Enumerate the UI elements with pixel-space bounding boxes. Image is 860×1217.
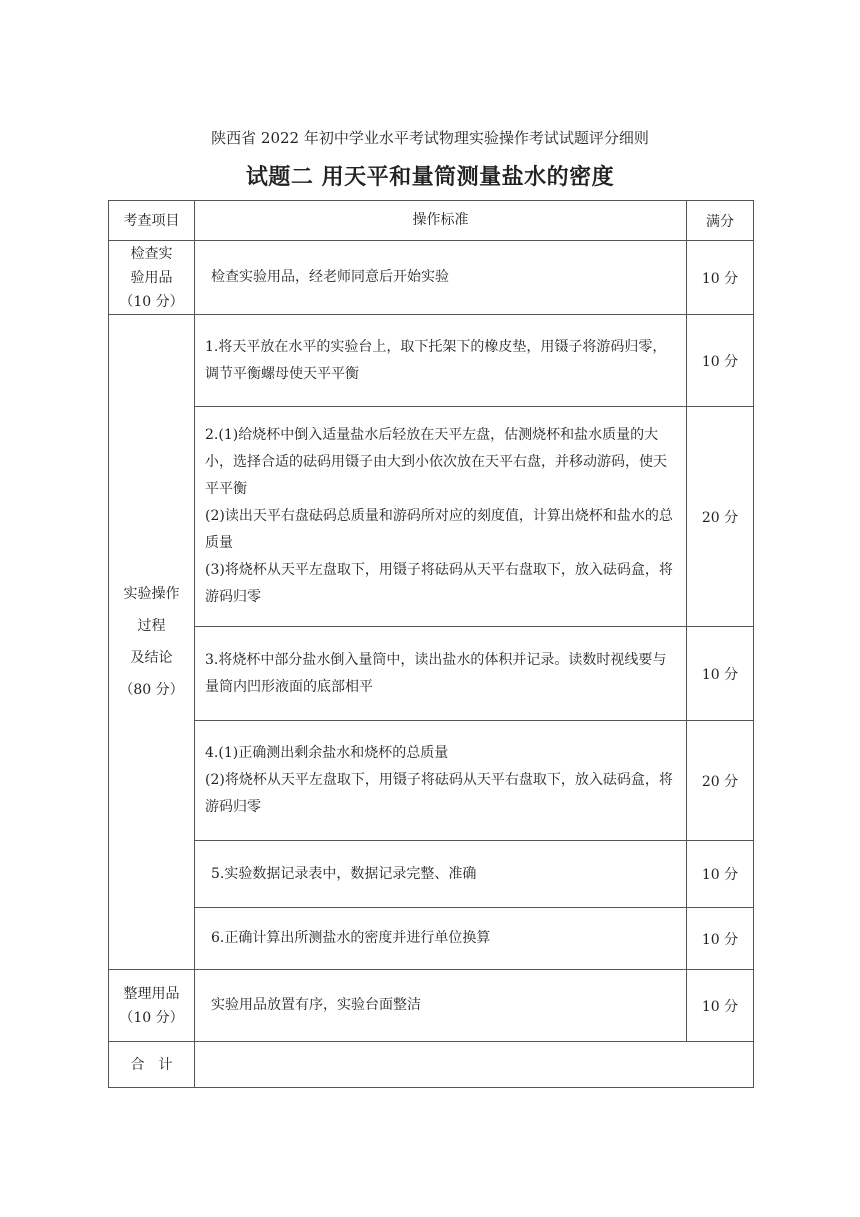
standard-cell: 6.正确计算出所测盐水的密度并进行单位换算 bbox=[195, 908, 687, 970]
table-row bbox=[109, 315, 754, 407]
table-row bbox=[109, 908, 754, 970]
column-header-standard: 操作标准 bbox=[195, 201, 687, 241]
score-cell: 20 分 bbox=[687, 721, 754, 841]
table-row bbox=[109, 241, 754, 315]
table-row bbox=[109, 970, 754, 1042]
category-cell: 实验操作 过程 及结论 （80 分） bbox=[109, 315, 195, 970]
table-row bbox=[109, 721, 754, 841]
document-header: 陕西省 2022 年初中学业水平考试物理实验操作考试试题评分细则 bbox=[211, 129, 649, 147]
standard-cell: 检查实验用品，经老师同意后开始实验 bbox=[195, 241, 687, 315]
table-row bbox=[109, 407, 754, 627]
category-cell: 检查实 验用品 （10 分） bbox=[109, 241, 195, 315]
table-row bbox=[109, 841, 754, 908]
standard-cell: 实验用品放置有序，实验台面整洁 bbox=[195, 970, 687, 1042]
score-cell: 10 分 bbox=[687, 841, 754, 908]
column-header-item: 考查项目 bbox=[109, 201, 195, 241]
table-row bbox=[109, 627, 754, 721]
score-cell: 10 分 bbox=[687, 315, 754, 407]
standard-cell: 4.(1)正确测出剩余盐水和烧杯的总质量 (2)将烧杯从天平左盘取下，用镊子将砝码从天平右盘取下，放入砝码盒，将游码归零 bbox=[195, 721, 687, 841]
document-title: 试题二 用天平和量筒测量盐水的密度 bbox=[245, 165, 615, 190]
standard-cell: 3.将烧杯中部分盐水倒入量筒中，读出盐水的体积并记录。读数时视线要与量筒内凹形液面的底部相平 bbox=[195, 627, 687, 721]
standard-cell: 2.(1)给烧杯中倒入适量盐水后轻放在天平左盘，估测烧杯和盐水质量的大小，选择合适的砝码用镊子由大到小依次放在天平右盘，并移动游码，使天平平衡 (2)读出天平右盘砝码总质量和游码所对应的刻度值，计算出烧杯和盐水的总质量 (3)将烧杯从天平左盘取下，用镊子将砝码从天平右盘取下，放入砝码盒，将游码归零 bbox=[195, 407, 687, 627]
scoring-table bbox=[108, 200, 754, 1088]
standard-cell: 1.将天平放在水平的实验台上，取下托架下的橡皮垫，用镊子将游码归零，调节平衡螺母使天平平衡 bbox=[195, 315, 687, 407]
total-value bbox=[195, 1042, 754, 1088]
column-header-score: 满分 bbox=[687, 201, 754, 241]
standard-cell: 5.实验数据记录表中，数据记录完整、准确 bbox=[195, 841, 687, 908]
score-cell: 10 分 bbox=[687, 970, 754, 1042]
score-cell: 20 分 bbox=[687, 407, 754, 627]
table-header-row bbox=[109, 201, 754, 241]
score-cell: 10 分 bbox=[687, 908, 754, 970]
score-cell: 10 分 bbox=[687, 627, 754, 721]
total-label: 合 计 bbox=[109, 1042, 195, 1088]
score-cell: 10 分 bbox=[687, 241, 754, 315]
category-cell: 整理用品 （10 分） bbox=[109, 970, 195, 1042]
total-row bbox=[109, 1042, 754, 1088]
